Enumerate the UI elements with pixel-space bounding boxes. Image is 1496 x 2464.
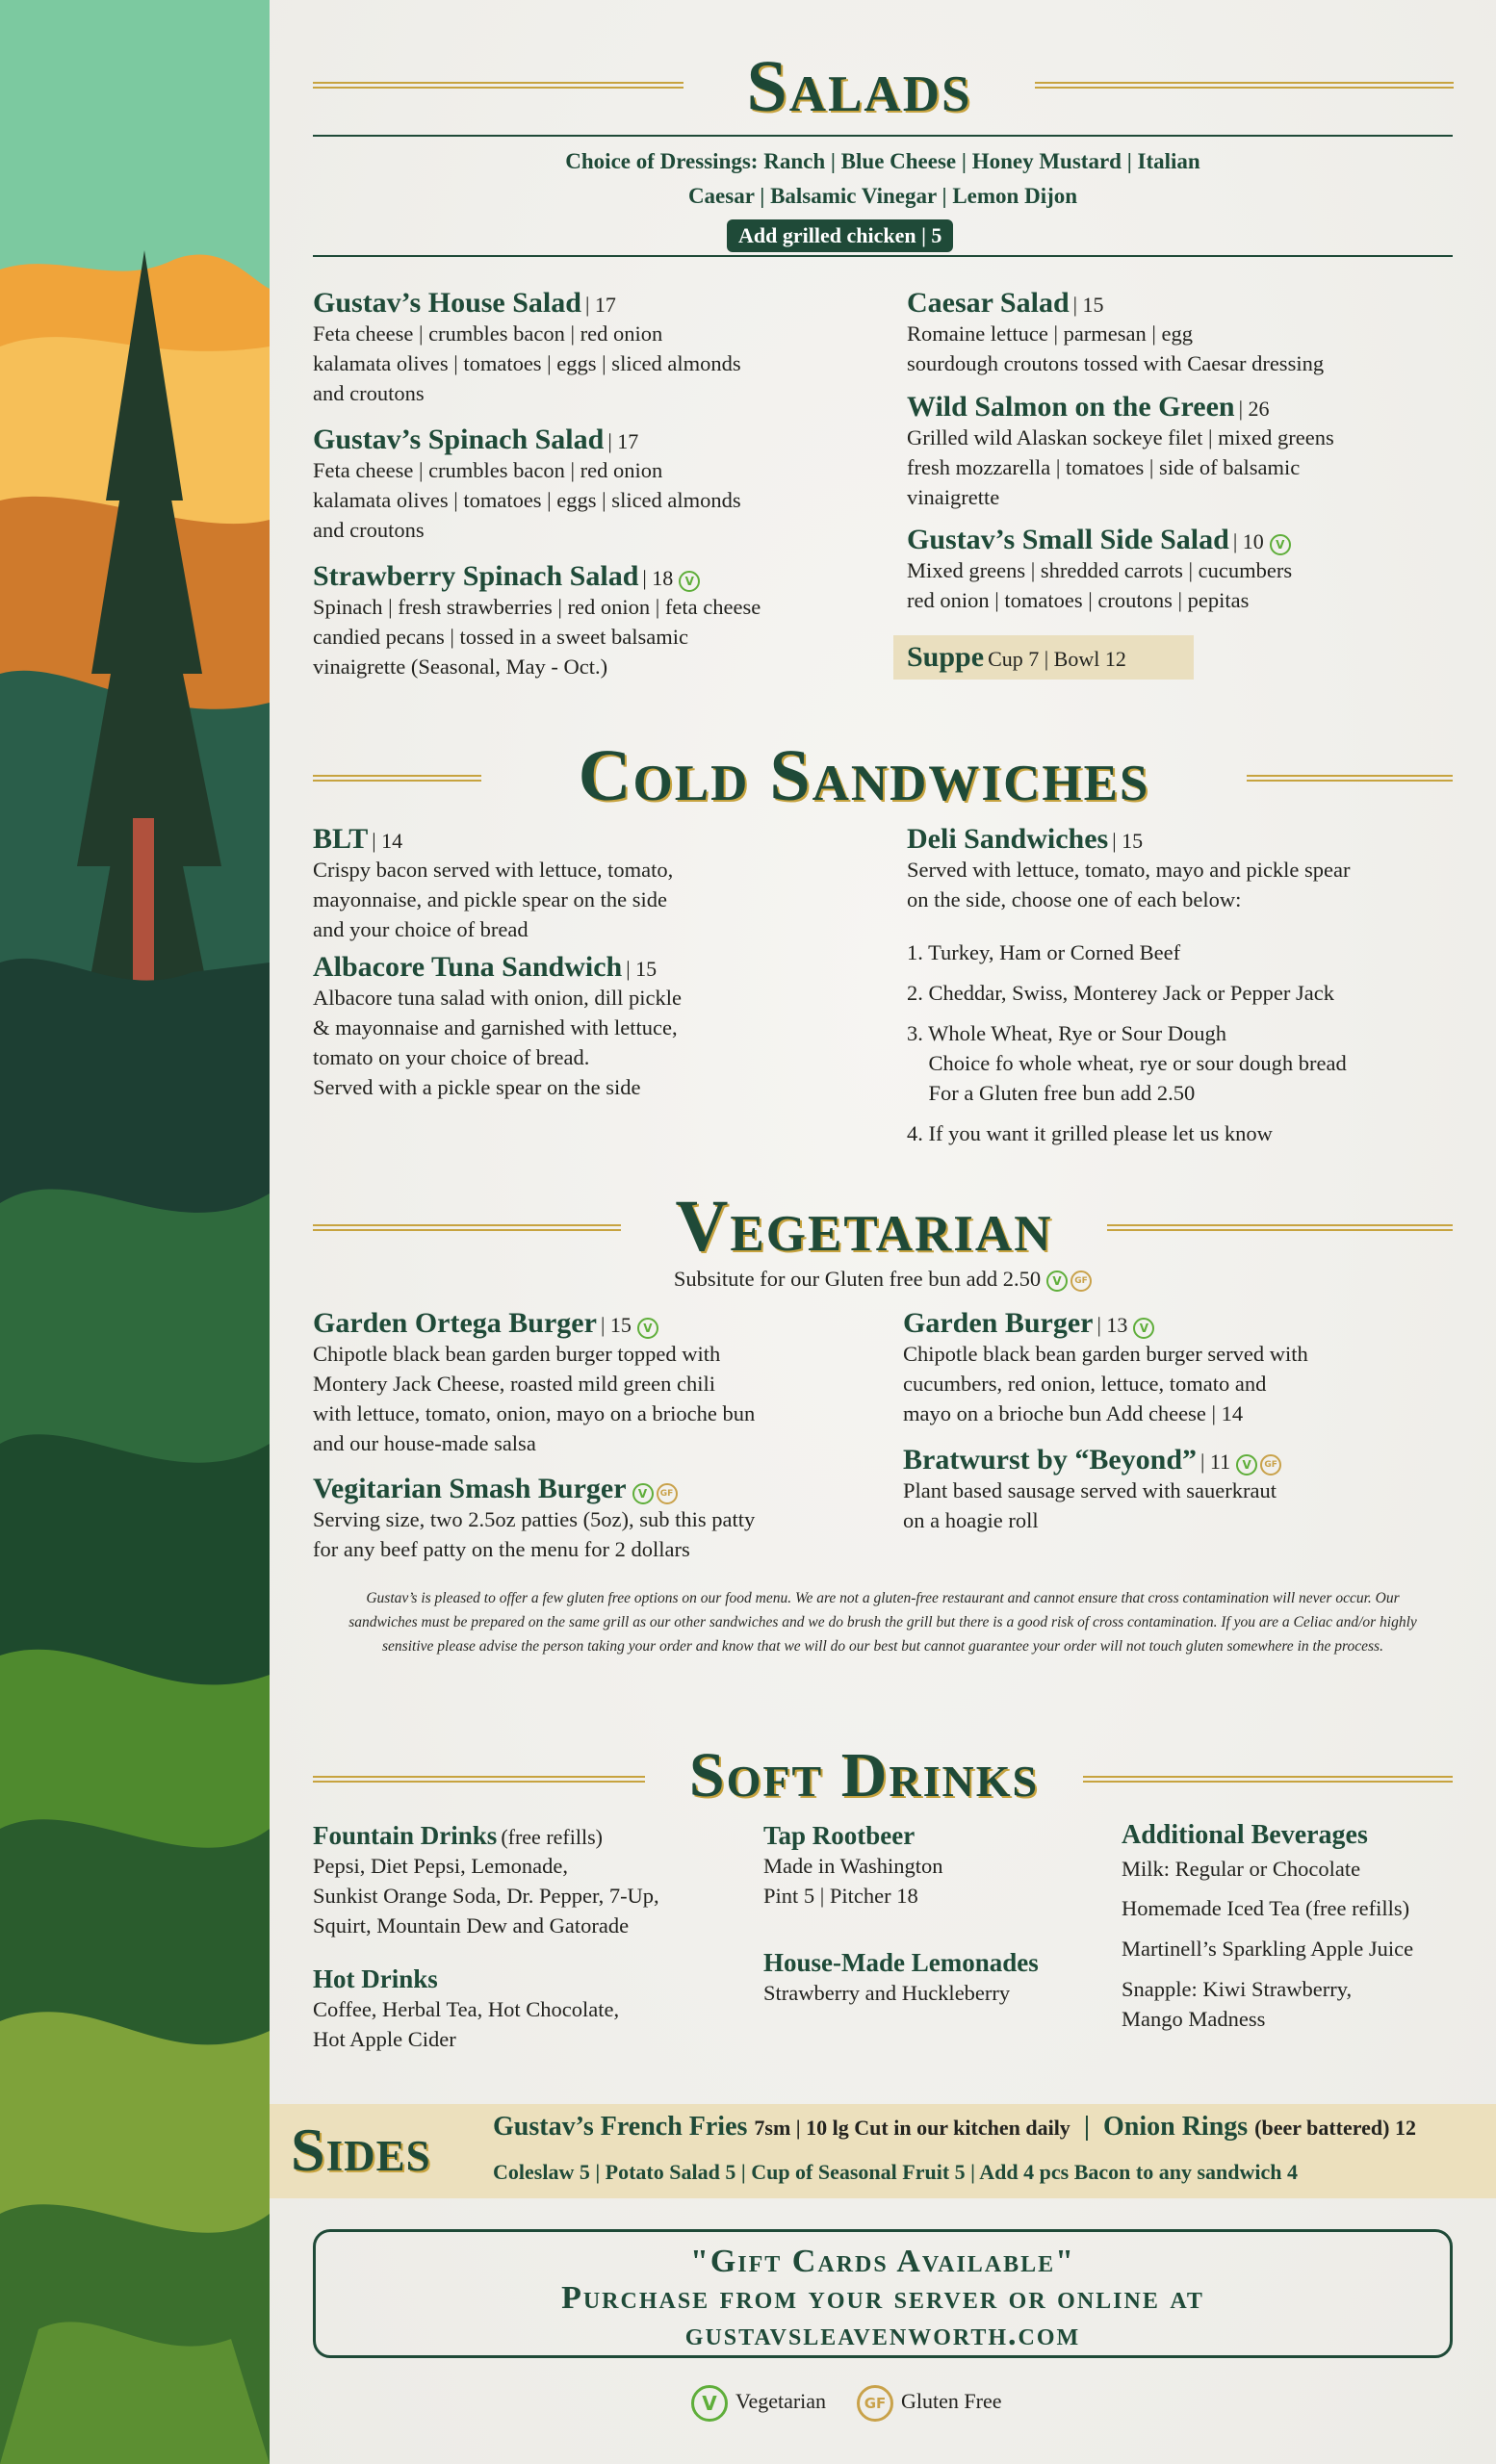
- drink-name: Additional Beverages: [1122, 1820, 1368, 1850]
- soup-name: Suppe: [907, 641, 985, 673]
- menu-item: [907, 823, 1453, 914]
- item-description: Grilled wild Alaskan sockeye filet | mixed greens fresh mozzarella | tomatoes | side of balsamic vinaigrette: [907, 425, 1334, 509]
- item-price: | 15: [1072, 293, 1104, 317]
- item-price: | 17: [584, 293, 616, 317]
- salads-title: Salads: [746, 46, 972, 127]
- item-price: | 15: [626, 957, 658, 981]
- drink-group: [1122, 1821, 1453, 1851]
- item-description: Crispy bacon served with lettuce, tomato, mayonnaise, and pickle spear on the side and your choice of bread: [313, 858, 674, 941]
- vegetarian-icon: V: [691, 2385, 728, 2422]
- item-name: BLT: [313, 823, 369, 855]
- vegetarian-icon: V: [679, 571, 700, 592]
- title-rule: [313, 135, 1453, 137]
- onion-rings-name: Onion Rings: [1102, 2112, 1249, 2142]
- item-name: Gustav’s Small Side Salad: [907, 524, 1229, 555]
- menu-item: [313, 1473, 881, 1564]
- menu-item: [907, 524, 1446, 615]
- menu-item: [903, 1307, 1453, 1428]
- menu-item: [313, 560, 871, 681]
- gift-card-banner: [313, 2229, 1453, 2358]
- item-description: Romaine lettuce | parmesan | egg sourdough croutons tossed with Caesar dressing: [907, 321, 1325, 375]
- legend-label: Vegetarian: [735, 2389, 827, 2414]
- fries-price: 7sm | 10 lg Cut in our kitchen daily: [754, 2116, 1070, 2140]
- deli-option: 3. Whole Wheat, Rye or Sour Dough: [907, 1021, 1226, 1045]
- vegetarian-icon: V: [632, 1483, 654, 1504]
- item-price: | 18: [642, 566, 674, 590]
- item-description: Mixed greens | shredded carrots | cucumbers red onion | tomatoes | croutons | pepitas: [907, 558, 1293, 613]
- gluten-free-icon: GF: [1070, 1270, 1092, 1292]
- sides-line-2: Coleslaw 5 | Potato Salad 5 | Cup of Seasonal Fruit 5 | Add 4 pcs Bacon to any sandwich 4: [493, 2160, 1298, 2184]
- menu-item: [313, 1307, 881, 1458]
- item-price: | 15: [1112, 829, 1144, 853]
- vegetarian-icon: V: [637, 1318, 658, 1339]
- soft-drinks-title: Soft Drinks: [688, 1740, 1040, 1810]
- item-description: Feta cheese | crumbles bacon | red onion kalamata olives | tomatoes | eggs | sliced almonds and croutons: [313, 321, 741, 405]
- gold-divider: [1035, 82, 1454, 89]
- gold-divider: [313, 775, 481, 782]
- drink-group: [313, 1822, 756, 1940]
- legend-gluten-free: [857, 2385, 1001, 2422]
- gold-divider: [1107, 1224, 1453, 1231]
- gold-divider: [313, 1776, 645, 1783]
- menu-item: [903, 1444, 1453, 1535]
- fries-name: Gustav’s French Fries: [493, 2112, 748, 2142]
- menu-item: [313, 823, 871, 944]
- item-description: Feta cheese | crumbles bacon | red onion kalamata olives | tomatoes | eggs | sliced almonds and croutons: [313, 458, 741, 542]
- menu-item: [313, 424, 871, 545]
- item-price: | 17: [607, 429, 639, 453]
- deli-option: Choice fo whole wheat, rye or sour dough bread: [907, 1051, 1347, 1075]
- subtitle-text: Subsitute for our Gluten free bun add 2.50: [673, 1267, 1042, 1291]
- gold-divider: [313, 1224, 621, 1231]
- vegetarian-icon: V: [1236, 1454, 1257, 1476]
- menu-item: [313, 951, 871, 1102]
- forest-illustration: [0, 0, 270, 2464]
- gold-divider: [313, 82, 684, 89]
- drink-description: Strawberry and Huckleberry: [763, 1980, 1011, 2005]
- beverage-item: Martinell’s Sparkling Apple Juice: [1122, 1937, 1414, 1961]
- drink-name: Fountain Drinks: [313, 1821, 498, 1850]
- item-price: | 26: [1238, 397, 1270, 421]
- legend-vegetarian: [691, 2385, 826, 2422]
- deli-option: 1. Turkey, Ham or Corned Beef: [907, 940, 1181, 964]
- item-name: Gustav’s House Salad: [313, 287, 581, 319]
- item-name: Garden Ortega Burger: [313, 1307, 597, 1339]
- gold-divider: [1247, 775, 1453, 782]
- drink-group: [763, 1822, 1091, 1911]
- item-price: | 14: [372, 829, 403, 853]
- deli-option: 4. If you want it grilled please let us know: [907, 1121, 1273, 1145]
- drink-name: Tap Rootbeer: [763, 1821, 916, 1850]
- vegetarian-icon: V: [1133, 1318, 1154, 1339]
- item-description: Chipotle black bean garden burger served with cucumbers, red onion, lettuce, tomato and mayo on a brioche bun Add cheese | 14: [903, 1342, 1308, 1426]
- item-name: Vegitarian Smash Burger: [313, 1473, 627, 1504]
- item-name: Deli Sandwiches: [907, 823, 1109, 855]
- onion-rings-note: (beer battered) 12: [1254, 2116, 1416, 2140]
- beverage-item: Milk: Regular or Chocolate: [1122, 1857, 1361, 1881]
- vegetarian-subtitle: [313, 1267, 1453, 1292]
- vegetarian-title: Vegetarian: [675, 1186, 1053, 1267]
- sides-title: Sides: [291, 2116, 431, 2184]
- beverage-item: Snapple: Kiwi Strawberry,: [1122, 1977, 1353, 2001]
- item-name: Wild Salmon on the Green: [907, 391, 1235, 423]
- drink-name: Hot Drinks: [313, 1964, 438, 1993]
- menu-item: [907, 287, 1446, 378]
- drink-description: Made in Washington Pint 5 | Pitcher 18: [763, 1853, 943, 1908]
- section-rule: [313, 255, 1453, 257]
- item-price: | 10: [1232, 529, 1264, 553]
- menu-item: [907, 391, 1446, 512]
- beverage-item: Mango Madness: [1122, 2007, 1266, 2031]
- add-chicken-badge: Add grilled chicken | 5: [727, 219, 953, 252]
- item-name: Garden Burger: [903, 1307, 1094, 1339]
- item-name: Caesar Salad: [907, 287, 1070, 319]
- dressings-line-1: Choice of Dressings: Ranch | Blue Cheese | Honey Mustard | Italian: [565, 149, 1200, 173]
- gift-line-1: "Gift Cards Available": [689, 2244, 1076, 2279]
- drink-group: [763, 1949, 1091, 2008]
- deli-option: 2. Cheddar, Swiss, Monterey Jack or Pepper Jack: [907, 981, 1335, 1005]
- vegetarian-icon: V: [1270, 534, 1291, 555]
- sides-band: [270, 2104, 1496, 2198]
- drink-description: Coffee, Herbal Tea, Hot Chocolate, Hot Apple Cider: [313, 1996, 620, 2051]
- item-name: Strawberry Spinach Salad: [313, 560, 639, 592]
- gift-line-3: gustavsleavenworth.com: [684, 2317, 1081, 2352]
- deli-option: For a Gluten free bun add 2.50: [907, 1081, 1196, 1105]
- sides-line-1: Gustav’s French Fries 7sm | 10 lg Cut in our kitchen daily | Onion Rings (beer battered) 12: [493, 2112, 1416, 2142]
- drink-name: House-Made Lemonades: [763, 1948, 1039, 1977]
- beverage-item: Homemade Iced Tea (free refills): [1122, 1896, 1410, 1920]
- soup-price: Cup 7 | Bowl 12: [988, 647, 1126, 671]
- gluten-free-icon: GF: [1260, 1454, 1281, 1476]
- item-description: Spinach | fresh strawberries | red onion | feta cheese candied pecans | tossed in a sweet balsamic vinaigrette (Seasonal, May - Oct.): [313, 595, 761, 680]
- menu-item: [313, 287, 871, 408]
- soup-box: [893, 635, 1194, 680]
- legend-label: Gluten Free: [901, 2389, 1002, 2414]
- gold-divider: [1083, 1776, 1453, 1783]
- item-name: Bratwurst by “Beyond”: [903, 1444, 1198, 1476]
- gluten-disclaimer: Gustav’s is pleased to offer a few gluten free options on our food menu. We are not a gluten-free restaurant and cannot ensure that cross contamination will never occur. Our sandwiches must be prepared on the same grill as our other sandwiches and we do brush the grill but there is a good risk of cross contamination. If you are a Celiac and/or highly sensitive please advise the person taking your order and know that we will do our best but cannot guarantee your order will not touch gluten somewhere in the process.: [348, 1590, 1417, 1655]
- gift-line-2: Purchase from your server or online at: [561, 2280, 1204, 2316]
- dressings-line-2: Caesar | Balsamic Vinegar | Lemon Dijon: [687, 184, 1078, 208]
- item-price: | 15: [600, 1313, 632, 1337]
- drink-description: Pepsi, Diet Pepsi, Lemonade, Sunkist Orange Soda, Dr. Pepper, 7-Up, Squirt, Mountain Dew and Gatorade: [313, 1853, 659, 1938]
- gluten-free-icon: GF: [857, 2385, 893, 2422]
- vegetarian-icon: V: [1046, 1270, 1068, 1292]
- item-description: Chipotle black bean garden burger topped with Montery Jack Cheese, roasted mild green chili with lettuce, tomato, onion, mayo on a brioche bun and our house-made salsa: [313, 1342, 756, 1456]
- item-description: Albacore tuna salad with onion, dill pickle & mayonnaise and garnished with lettuce, tomato on your choice of bread. Served with a pickle spear on the side: [313, 986, 683, 1099]
- drink-note: (free refills): [501, 1825, 603, 1849]
- item-name: Albacore Tuna Sandwich: [313, 951, 623, 983]
- drink-group: [313, 1965, 756, 2054]
- item-name: Gustav’s Spinach Salad: [313, 424, 605, 455]
- item-description: Served with lettuce, tomato, mayo and pickle spear on the side, choose one of each below:: [907, 858, 1351, 911]
- cold-sandwiches-title: Cold Sandwiches: [578, 735, 1150, 816]
- item-description: Serving size, two 2.5oz patties (5oz), sub this patty for any beef patty on the menu for 2 dollars: [313, 1507, 756, 1562]
- item-description: Plant based sausage served with sauerkraut on a hoagie roll: [903, 1478, 1277, 1533]
- item-price: | 11: [1200, 1450, 1231, 1474]
- gluten-free-icon: GF: [657, 1483, 678, 1504]
- item-price: | 13: [1096, 1313, 1128, 1337]
